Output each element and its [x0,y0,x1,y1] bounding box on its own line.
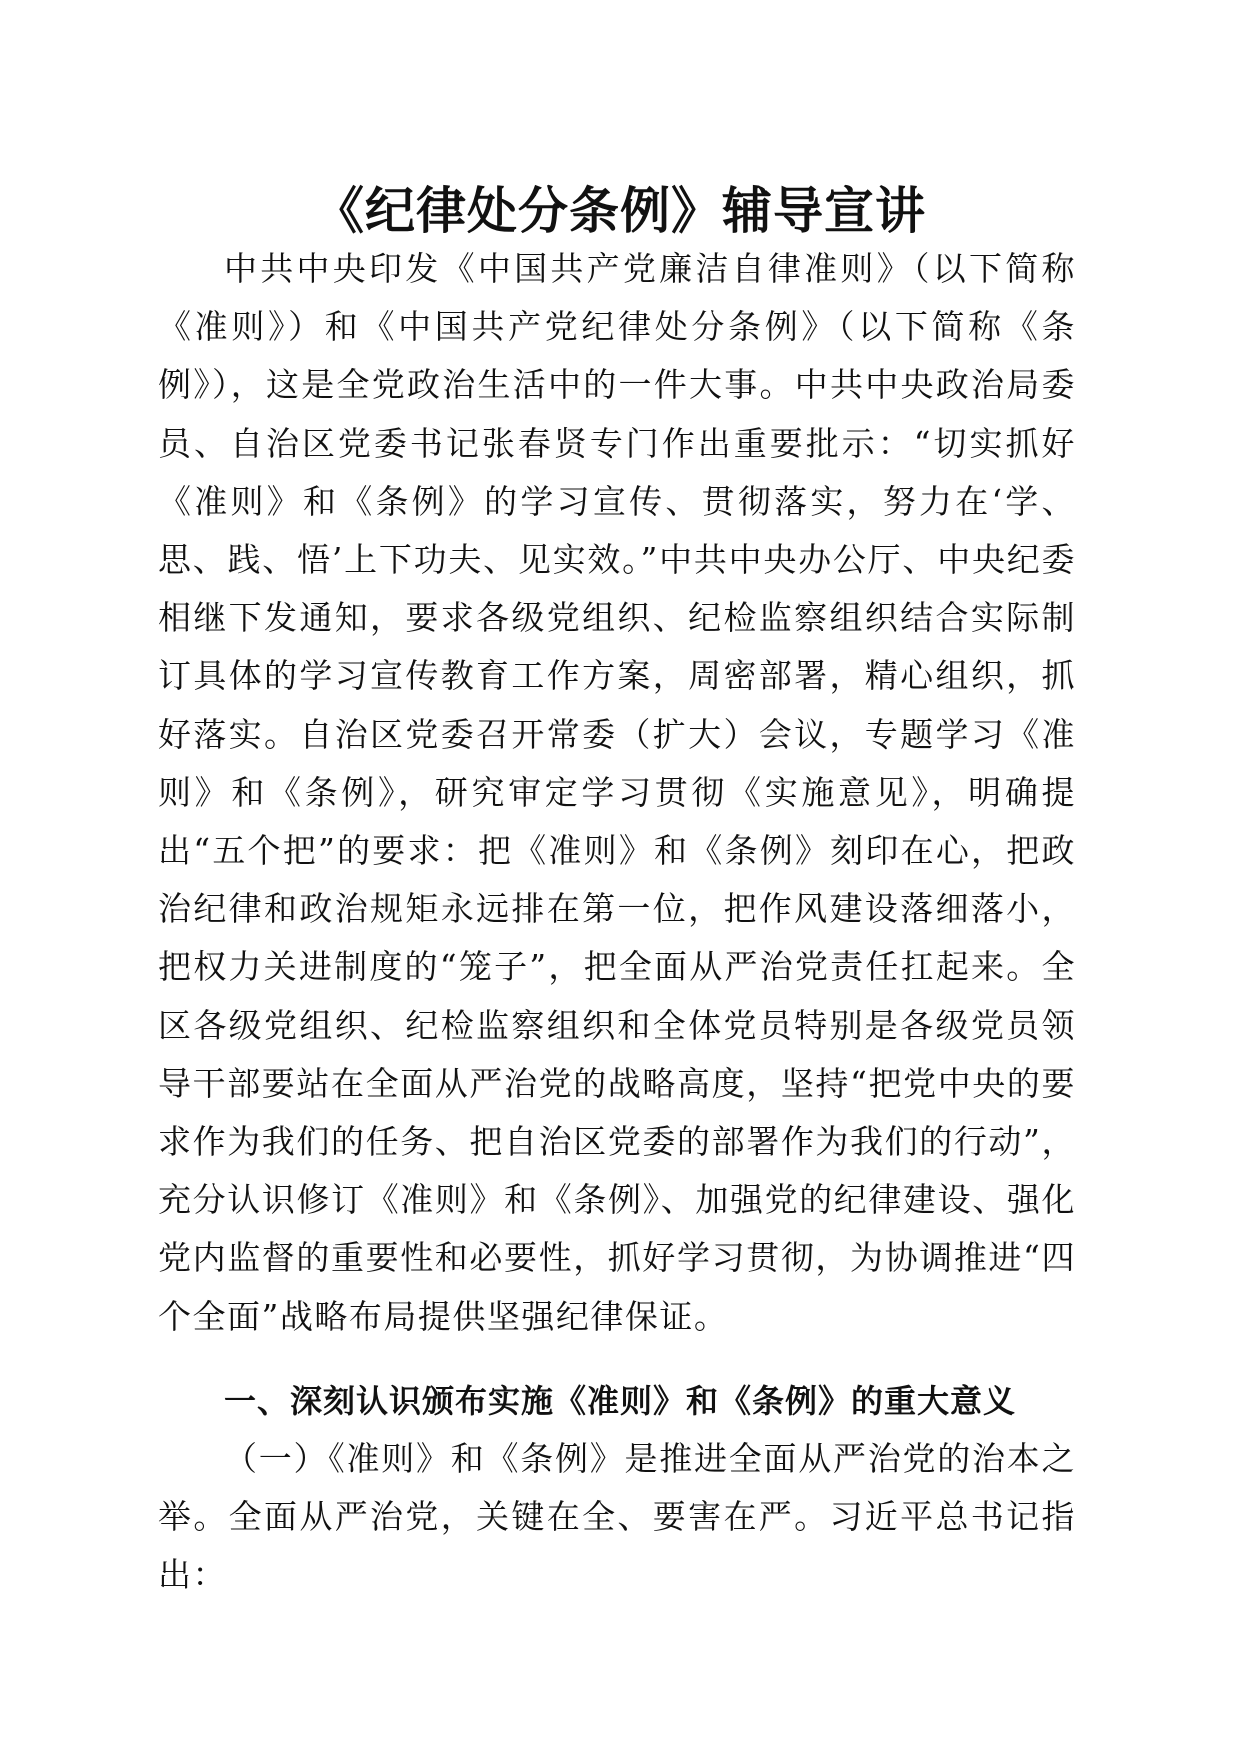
document-title: 《纪律处分条例》辅导宣讲 [314,181,926,240]
subsection-paragraph-1: （一）《准则》和《条例》是推进全面从严治党的治本之举。全面从严治党，关键在全、要害在严。习近平总书记指出： [158,1439,1076,1595]
section-heading-1: 一、深刻认识颁布实施《准则》和《条例》的重大意义 [223,1382,1016,1420]
intro-paragraph: 中共中央印发《中国共产党廉洁自律准则》（以下简称《准则》）和《中国共产党纪律处分条例》（以下简称《条例》），这是全党政治生活中的一件大事。中共中央政治局委员、自治区党委书记张春贤专门作出重要批示：“切实抓好《准则》和《条例》的学习宣传、贯彻落实，努力在‘学、思、践、悟’上下功夫、见实效。”中共中央办公厅、中央纪委相继下发通知，要求各级党组织、纪检监察组织结合实际制订具体的学习宣传教育工作方案，周密部署，精心组织，抓好落实。自治区党委召开常委（扩大）会议，专题学习《准则》和《条例》，研究审定学习贯彻《实施意见》，明确提出“五个把”的要求：把《准则》和《条例》刻印在心，把政治纪律和政治规矩永远排在第一位，把作风建设落细落小，把权力关进制度的“笼子”，把全面从严治党责任扛起来。全区各级党组织、纪检监察组织和全体党员特别是各级党员领导干部要站在全面从严治党的战略高度，坚持“把党中央的要求作为我们的任务、把自治区党委的部署作为我们的行动”，充分认识修订《准则》和《条例》、加强党的纪律建设、强化党内监督的重要性和必要性，抓好学习贯彻，为协调推进“四个全面”战略布局提供坚强纪律保证。 [158,249,1076,1336]
